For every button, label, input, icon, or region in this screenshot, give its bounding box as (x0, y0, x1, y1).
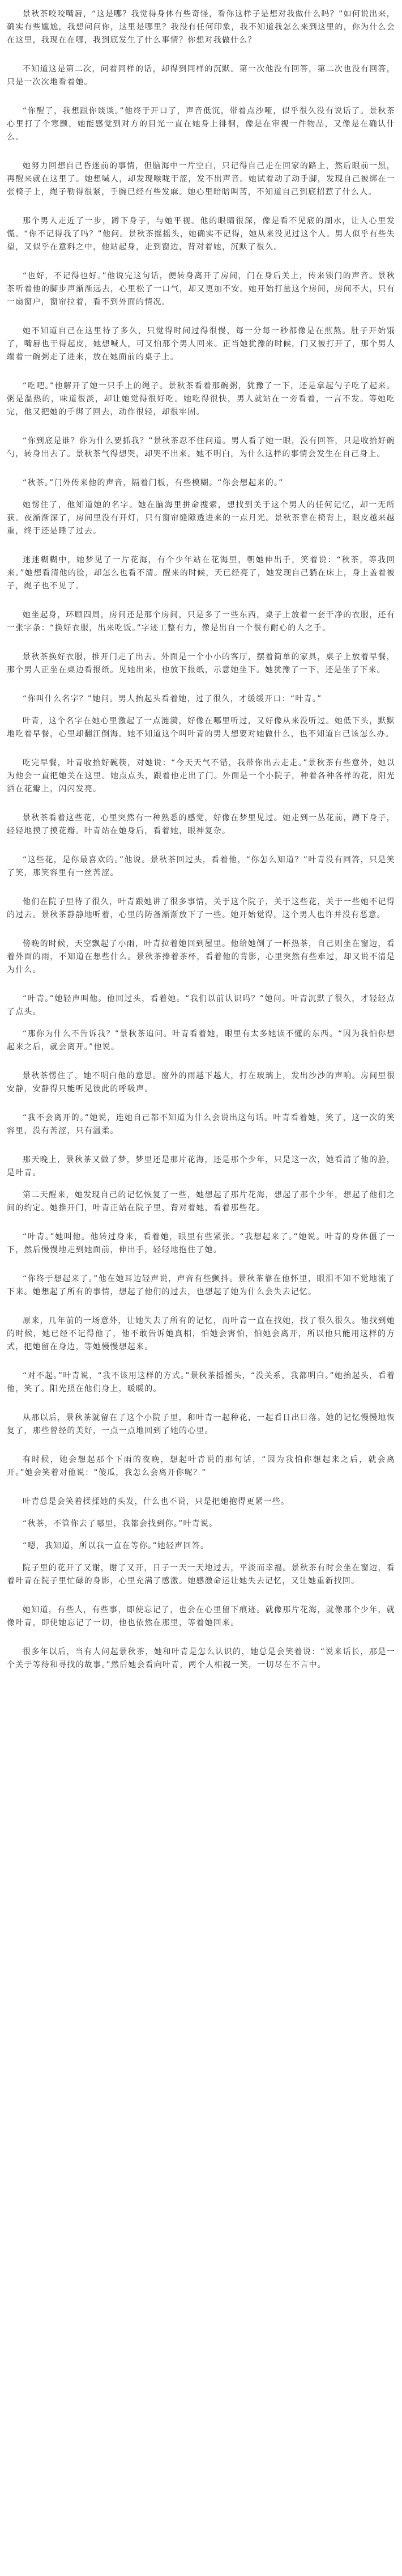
paragraph-18: 景秋茶看着这些花，心里突然有一种熟悉的感觉，好像在梦里见过。她走到一丛花前，蹲下身子，轻轻地摸了摸花瓣。叶青站在她身后，看着她，眼神复杂。 (7, 814, 395, 836)
paragraph-20: 他们在院子里待了很久，叶青跟她讲了很多事情，关于这个院子，关于这些花，关于一些她不记得的过去。景秋茶静静地听着，心里的防备渐渐放下了一些。她开始觉得，这个男人也许并没有恶意。 (7, 897, 395, 920)
paragraph-15: “你叫什么名字？”她问。男人抬起头看着她，过了很久，才缓缓开口：“叶青。” (23, 694, 322, 704)
paragraph-9: “你到底是谁？你为什么要抓我？”景秋茶忍不住问道。男人看了她一眼，没有回答，只是收拾好碗勺，转身出去了。景秋茶气得想哭，却哭不出来。她不明白，为什么这样的事情会发生在自己身上。 (7, 437, 395, 459)
paragraph-26: 那天晚上，景秋茶又做了梦，梦里还是那片花海，还是那个少年，只是这一次，她看清了他的脸，是叶青。 (7, 1155, 395, 1177)
paragraph-5: 那个男人走近了一步，蹲下身子，与她平视。他的眼睛很深，像是看不见底的湖水，让人心里发慌。“你不记得我了吗？”他问。景秋茶摇摇头，她确实不记得，她从来没见过这个人。男人似乎有些失望，又似乎在意料之中，他站起身，走到窗边，背对着她，沉默了很久。 (7, 217, 395, 252)
paragraph-29: “你终于想起来了。”他在她耳边轻声说，声音有些颤抖。景秋茶靠在他怀里，眼泪不知不觉地流了下来。她想起了所有的事情，想起了他们的过去，也想起了她为什么会失去记忆。 (7, 1274, 395, 1297)
paragraph-14: 景秋茶换好衣服，推开门走了出去。外面是一个小小的客厅，摆着简单的家具，桌子上放着早餐，那个男人正坐在桌边看报纸。见她出来，他放下报纸，示意她坐下。她犹豫了一下，还是坐了下来。 (7, 653, 395, 675)
paragraph-12: 迷迷糊糊中，她梦见了一片花海，有个少年站在花海里，朝她伸出手，笑着说：“秋茶，等我回来。”她想看清他的脸，却怎么也看不清。醒来的时候，天已经亮了，她发现自己躺在床上，身上盖着被子，绳子也不见了。 (7, 556, 395, 591)
paragraph-2: 不知道这是第二次，问着同样的话，却得到同样的沉默。第一次他没有回答，第二次也没有回答，只是一次次地看着她。 (7, 65, 395, 87)
paragraph-10: “秋茶。”门外传来他的声音，隔着门板，有些模糊。“你会想起来的。” (23, 478, 284, 488)
paragraph-36: “嗯，我知道，所以我一直在等你。”她轻声回答。 (23, 1541, 209, 1550)
paragraph-28: “叶青。”她叫他。他转过身来，看着她，眼里有些紧张。“我想起来了。”她说。叶青的身体僵了一下，然后慢慢地走到她面前，伸出手，轻轻地抱住了她。 (7, 1232, 395, 1255)
paragraph-34: 叶青总是会笑着揉揉她的头发，什么也不说，只是把她抱得更紧一些。 (23, 1497, 290, 1506)
paragraph-31: “对不起。”叶青说，“我不该用这样的方式。”景秋茶摇摇头，“没关系，我都明白。”她抬起头，看着他，笑了。阳光照在他们身上，暖暖的。 (7, 1371, 395, 1393)
paragraph-32: 从那以后，景秋茶就留在了这个小院子里，和叶青一起种花，一起看日出日落。她的记忆慢慢地恢复了，那些曾经的美好，一点一点地回到了她的心里。 (7, 1413, 395, 1435)
paragraph-37: 院子里的花开了又谢，谢了又开，日子一天一天地过去，平淡而幸福。景秋茶有时会坐在窗边，看着叶青在院子里忙碌的身影，心里充满了感激。她感激命运让她失去记忆，又让她重新找回。 (7, 1564, 395, 1586)
paragraph-35: “秋茶，不管你去了哪里，我都会找到你。”叶青说。 (23, 1519, 218, 1528)
paragraph-17: 吃完早餐，叶青收拾好碗筷，对她说：“今天天气不错，我带你出去走走。”景秋茶有些意外，她以为他会一直把她关在这里。她点点头，跟着他走出了门。外面是一个小院子，种着各种各样的花，阳光洒在花瓣上，闪闪发亮。 (7, 759, 395, 794)
paragraph-8: “吃吧。”他解开了她一只手上的绳子。景秋茶看着那碗粥，犹豫了一下，还是拿起勺子吃了起来。粥是温热的，味道很淡，却让她觉得很好吃。她吃得很快，男人就站在一旁看着，一言不发。等她吃完，他又把她的手绑了回去，动作很轻，却很牢固。 (7, 382, 395, 417)
paragraph-27: 第二天醒来，她发现自己的记忆恢复了一些，她想起了那片花海，想起了那个少年，想起了他们之间的约定。她推开门，叶青正站在院子里，背对着她，看着那些花。 (7, 1190, 395, 1213)
paragraph-22: “叶青。”她轻声叫他。他回过头，看着她。“我们以前认识吗？”她问。叶青沉默了很久，才轻轻点了点头。 (7, 994, 395, 1016)
paragraph-11: 她愣住了，他知道她的名字。她在脑海里拼命搜索，想找到关于这个男人的任何记忆，却一无所获。夜渐渐深了，房间里没有开灯，只有窗帘缝隙透进来的一点月光。景秋茶靠在椅背上，眼皮越来越重，终于还是睡了过去。 (7, 501, 395, 536)
paragraph-19: “这些花，是你最喜欢的。”他说。景秋茶回过头，看着他，“你怎么知道？”叶青没有回答，只是笑了笑，那笑容里有一丝苦涩。 (7, 855, 395, 878)
paragraph-33: 有时候，她会想起那个下雨的夜晚，想起叶青说的那句话，“因为我怕你想起来之后，就会离开。”她会笑着对他说：“傻瓜，我怎么会离开你呢？” (7, 1455, 395, 1477)
paragraph-38: 她知道，有些人，有些事，即使忘记了，也会在心里留下痕迹。就像那片花海，就像那个少年，就像叶青，即使她忘记了一切，他也依然在那里，等着她回来。 (7, 1605, 395, 1628)
paragraph-3: “你醒了，我想跟你谈谈。”他终于开口了，声音低沉，带着点沙哑，似乎很久没有说话了。景秋茶心里打了个寒颤，她能感觉到对方的目光一直在她身上徘徊，像是在审视一件物品，又像是在确认什么。 (7, 107, 395, 142)
paragraph-30: 原来，几年前的一场意外，让她失去了所有的记忆，而叶青一直在找她，找了很久很久。他找到她的时候，她已经不记得他了，他不敢告诉她真相，怕她会害怕，怕她会离开，所以他只能用这样的方式，把她留在身边，等她慢慢想起来。 (7, 1316, 395, 1351)
paragraph-4: 她努力回想自己昏迷前的事情，但脑海中一片空白，只记得自己走在回家的路上，然后眼前一黑，再醒来就在这里了。她想喊人，却发现喉咙干涩，发不出声音。她试着动了动手脚，发现自己被绑在一张椅子上，绳子勒得很紧，手腕已经有些发麻。她心里暗暗叫苦，不知道自己到底招惹了什么人。 (7, 162, 395, 197)
paragraph-25: “我不会离开的。”她说，连她自己都不知道为什么会说出这句话。叶青看着她，笑了，这一次的笑容里，没有苦涩，只有温柔。 (7, 1113, 395, 1136)
paragraph-39: 很多年以后，当有人问起景秋茶，她和叶青是怎么认识的，她总是会笑着说：“说来话长，那是一个关于等待和寻找的故事。”然后她会看向叶青，两个人相视一笑，一切尽在不言中。 (7, 1647, 395, 1670)
paragraph-16: 叶青，这个名字在她心里激起了一点涟漪，好像在哪里听过，又好像从来没听过。她低下头，默默地吃着早餐，心里却翻江倒海。她不知道这个叫叶青的男人想要对她做什么，也不知道自己该怎么办。 (7, 717, 395, 739)
paragraph-21: 傍晚的时候，天空飘起了小雨，叶青拉着她回到屋里。他给她倒了一杯热茶，自己则坐在窗边，看着外面的雨，不知道在想些什么。景秋茶捧着茶杯，看着他的背影，心里突然有些难过，却又说不清是为什么。 (7, 939, 395, 975)
paragraph-6: “也好，不记得也好。”他说完这句话，便转身离开了房间，门在身后关上，传来锁门的声音。景秋茶听着他的脚步声渐渐远去，心里松了一口气，却又更加不安。她开始打量这个房间，房间不大，只有一扇窗户，窗帘拉着，看不到外面的情况。 (7, 272, 395, 307)
paragraph-13: 她坐起身，环顾四周，房间还是那个房间，只是多了一些东西，桌子上放着一套干净的衣服，还有一张字条：“换好衣服，出来吃饭。”字迹工整有力，像是出自一个很有耐心的人之手。 (7, 611, 395, 633)
paragraph-23: “那你为什么不告诉我？”景秋茶追问。叶青看着她，眼里有太多她读不懂的东西。“因为我怕你想起来之后，就会离开。”他说。 (7, 1029, 395, 1052)
paragraph-24: 景秋茶愣住了，她不明白他的意思。窗外的雨越下越大，打在玻璃上，发出沙沙的声响。房间里很安静，安静得只能听见彼此的呼吸声。 (7, 1071, 395, 1094)
paragraph-1: 景秋茶咬咬嘴唇，“这是哪？我觉得身体有些奇怪，看你这样子是想对我做什么吗？”如何说出来，确实有些尴尬，我想问问你，这里是哪里？我没有任何印象，我不知道我怎么来到这里的，你为什么会在这里，我现在在哪，我到底发生了什么事情？你想对我做什么？ (7, 10, 395, 45)
paragraph-7: 她不知道自己在这里待了多久，只觉得时间过得很慢，每一分每一秒都像是在煎熬。肚子开始饿了，嘴唇也干得起皮，她想喊人，可又怕那个男人回来。正当她犹豫的时候，门又被打开了，那个男人端着一碗粥走了进来，放在她面前的桌子上。 (7, 327, 395, 362)
